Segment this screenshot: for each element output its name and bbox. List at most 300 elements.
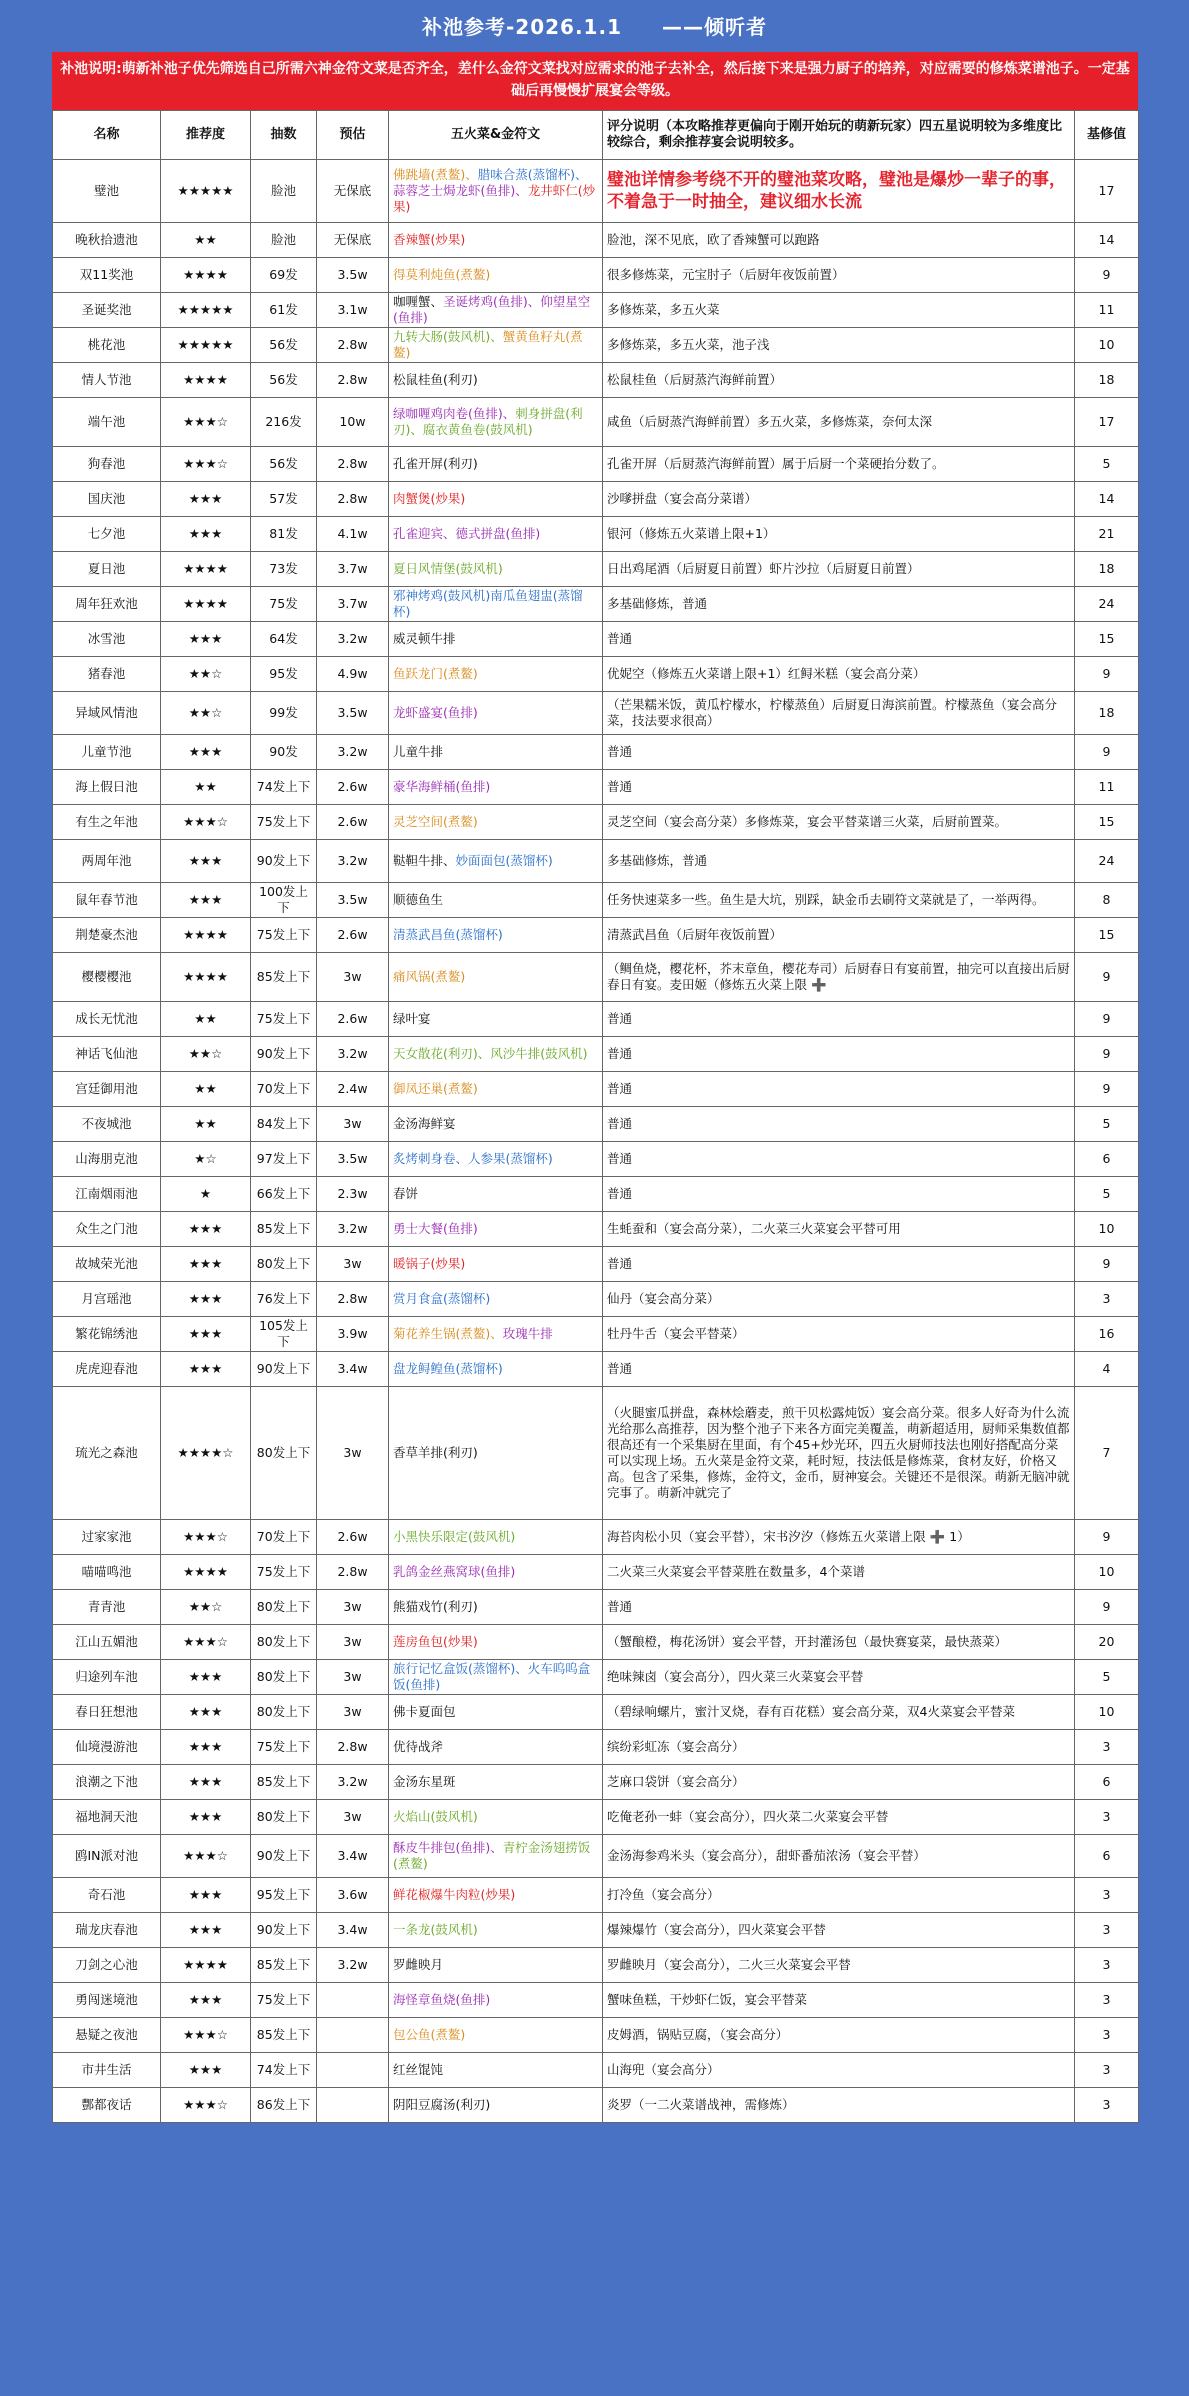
pool-name: 瑞龙庆春池 [53,1913,161,1948]
dish-label: 香草羊排(利刃) [393,1445,478,1460]
pool-name: 喵喵鸣池 [53,1555,161,1590]
dish-label: 得莫利炖鱼(煮鳌) [393,267,491,282]
pool-draws: 81发 [251,517,317,552]
pool-budget [317,2088,389,2123]
pool-base-value: 3 [1075,1800,1139,1835]
pool-dishes [389,1352,603,1387]
pool-name: 异域风情池 [53,692,161,735]
pool-draws: 100发上下 [251,883,317,918]
pool-draws: 75发上下 [251,1983,317,2018]
pool-rating: ★★ [161,1002,251,1037]
table-row [53,293,1139,328]
pool-dishes [389,1695,603,1730]
pool-name: 福地洞天池 [53,1800,161,1835]
page-header [0,0,1189,50]
dish-label: 鞑靼牛排、 [393,853,456,868]
dish-label: 暖锅子(炒果) [393,1256,466,1271]
pool-comment: 沙嗲拼盘（宴会高分菜谱） [603,482,1075,517]
pool-draws: 75发上下 [251,1730,317,1765]
pool-base-value: 9 [1075,1247,1139,1282]
pool-base-value: 10 [1075,1695,1139,1730]
pool-base-value: 10 [1075,328,1139,363]
table-row [53,1177,1139,1212]
pool-dishes [389,160,603,223]
pool-dishes [389,1625,603,1660]
table-row [53,258,1139,293]
pool-rating: ★★★ [161,1247,251,1282]
dish-label: 金汤海鲜宴 [393,1116,456,1131]
table-row [53,1878,1139,1913]
dish-label: 阴阳豆腐汤(利刃) [393,2097,491,2112]
pool-dishes [389,2088,603,2123]
pool-comment: 生蚝蚕和（宴会高分菜），二火菜三火菜宴会平替可用 [603,1212,1075,1247]
dish-label: 咖喱蟹、 [393,294,444,309]
pool-rating: ★★☆ [161,1590,251,1625]
pool-dishes [389,1983,603,2018]
pool-name: 樱樱樱池 [53,953,161,1002]
table-row [53,1625,1139,1660]
dish-label: 青柠金汤翅捞饭(煮鳌) [393,1840,591,1871]
pool-rating: ★★★ [161,1878,251,1913]
pool-base-value: 9 [1075,1002,1139,1037]
pool-base-value: 18 [1075,692,1139,735]
pool-base-value: 10 [1075,1212,1139,1247]
table-row [53,1590,1139,1625]
table-row [53,1247,1139,1282]
pool-rating: ★★★ [161,1913,251,1948]
dish-label: 炙烤刺身卷、人参果(蒸馏杯) [393,1151,553,1166]
pool-base-value: 24 [1075,587,1139,622]
pool-draws: 86发上下 [251,2088,317,2123]
reference-sheet [52,52,1138,2123]
pool-dishes [389,1317,603,1352]
pool-draws: 80发上下 [251,1695,317,1730]
pool-base-value: 5 [1075,1177,1139,1212]
pool-comment: 打冷鱼（宴会高分） [603,1878,1075,1913]
pool-base-value: 18 [1075,552,1139,587]
pool-draws: 90发上下 [251,1037,317,1072]
table-row [53,2053,1139,2088]
dish-label: 优待战斧 [393,1739,444,1754]
table-row [53,692,1139,735]
pool-comment: （碧绿响螺片，蜜汁叉烧，春有百花糕）宴会高分菜，双4火菜宴会平替菜 [603,1695,1075,1730]
pool-base-value: 3 [1075,1282,1139,1317]
pool-dishes [389,918,603,953]
pool-budget: 3.5w [317,692,389,735]
pool-draws: 80发上下 [251,1387,317,1520]
table-row [53,622,1139,657]
pool-name: 酆都夜话 [53,2088,161,2123]
pool-draws: 85发上下 [251,1948,317,1983]
dish-label: 圣诞烤鸡(鱼排)、 [443,294,541,309]
pool-name: 虎虎迎春池 [53,1352,161,1387]
pool-base-value: 3 [1075,1913,1139,1948]
pool-name: 青青池 [53,1590,161,1625]
dish-label: 红丝馄饨 [393,2062,444,2077]
pool-budget: 3.7w [317,587,389,622]
pool-draws: 脸池 [251,223,317,258]
pool-name: 鸥IN派对池 [53,1835,161,1878]
dish-label: 腊味合蒸(蒸馏杯)、 [477,167,588,182]
pool-draws: 75发上下 [251,1002,317,1037]
pool-rating: ★★★ [161,622,251,657]
pool-comment: 优妮空（修炼五火菜谱上限+1）红鲟米糕（宴会高分菜） [603,657,1075,692]
pool-base-value: 7 [1075,1387,1139,1520]
table-row [53,1948,1139,1983]
pool-base-value: 9 [1075,735,1139,770]
pool-dishes [389,622,603,657]
pool-name: 桃花池 [53,328,161,363]
pool-comment: 缤纷彩虹冻（宴会高分） [603,1730,1075,1765]
table-row [53,1695,1139,1730]
pool-rating: ★★☆ [161,1037,251,1072]
dish-label: 香辣蟹(炒果) [393,232,466,247]
pool-rating: ★★☆ [161,657,251,692]
pool-base-value: 15 [1075,805,1139,840]
pool-comment: 多基础修炼，普通 [603,587,1075,622]
pool-name: 归途列车池 [53,1660,161,1695]
pool-name: 刀剑之心池 [53,1948,161,1983]
pool-base-value: 20 [1075,1625,1139,1660]
pool-comment: 吃俺老孙一蚌（宴会高分），四火菜二火菜宴会平替 [603,1800,1075,1835]
pool-budget: 3w [317,1590,389,1625]
pool-draws: 76发上下 [251,1282,317,1317]
pool-rating: ★★★☆ [161,2018,251,2053]
pool-budget: 4.9w [317,657,389,692]
pool-budget: 无保底 [317,160,389,223]
pool-draws: 69发 [251,258,317,293]
pool-rating: ★★★ [161,1282,251,1317]
pool-base-value: 17 [1075,398,1139,447]
table-row [53,1913,1139,1948]
pool-budget: 3.2w [317,1037,389,1072]
pool-rating: ★★★★ [161,587,251,622]
table-header-row [53,111,1139,160]
pool-rating: ★★★☆ [161,1520,251,1555]
pool-draws: 74发上下 [251,770,317,805]
pool-rating: ★★ [161,770,251,805]
pool-rating: ★★★ [161,517,251,552]
pool-base-value: 5 [1075,1107,1139,1142]
pool-budget: 3.1w [317,293,389,328]
dish-label: 孔雀迎宾、德式拼盘(鱼排) [393,526,541,541]
table-row [53,1107,1139,1142]
pool-draws: 216发 [251,398,317,447]
pool-draws: 90发上下 [251,840,317,883]
pool-base-value: 17 [1075,160,1139,223]
dish-label: 腐衣黄鱼卷(鼓风机) [422,422,533,437]
pool-rating: ★★ [161,1107,251,1142]
pool-dishes [389,953,603,1002]
pool-rating: ★★ [161,223,251,258]
pool-dishes [389,2053,603,2088]
pool-comment: 灵芝空间（宴会高分菜）多修炼菜，宴会平替菜谱三火菜，后厨前置菜。 [603,805,1075,840]
table-row [53,2088,1139,2123]
pool-dishes [389,840,603,883]
pool-base-value: 3 [1075,2018,1139,2053]
pool-name: 山海朋克池 [53,1142,161,1177]
pool-budget: 2.3w [317,1177,389,1212]
pool-dishes [389,1072,603,1107]
dish-label: 刺身拼盘(利刃)、 [393,406,583,437]
pool-budget: 2.8w [317,363,389,398]
pool-name: 两周年池 [53,840,161,883]
pool-dishes [389,1037,603,1072]
dish-label: 鲜花椒爆牛肉粒(炒果) [393,1887,516,1902]
pool-budget: 2.8w [317,328,389,363]
pool-draws: 90发上下 [251,1835,317,1878]
table-row [53,805,1139,840]
table-row [53,2018,1139,2053]
pool-comment: 普通 [603,1002,1075,1037]
pool-draws: 95发 [251,657,317,692]
pool-comment: 芝麻口袋饼（宴会高分） [603,1765,1075,1800]
pool-dishes [389,657,603,692]
pool-budget: 3.4w [317,1352,389,1387]
pool-budget: 10w [317,398,389,447]
table-row [53,840,1139,883]
pool-base-value: 3 [1075,1878,1139,1913]
pool-rating: ★★★ [161,840,251,883]
pool-draws: 75发上下 [251,805,317,840]
pool-base-value: 6 [1075,1765,1139,1800]
pool-name: 狗春池 [53,447,161,482]
pool-dishes [389,482,603,517]
pool-base-value: 9 [1075,1590,1139,1625]
pool-rating: ★★★ [161,1983,251,2018]
table-row [53,1555,1139,1590]
dish-label: 熊猫戏竹(利刃) [393,1599,478,1614]
pool-base-value: 9 [1075,1037,1139,1072]
pool-dishes [389,1107,603,1142]
pool-draws: 56发 [251,363,317,398]
pool-draws: 105发上下 [251,1317,317,1352]
table-row [53,1835,1139,1878]
pool-comment: 普通 [603,1037,1075,1072]
dish-label: 豪华海鲜桶(鱼排) [393,779,491,794]
table-body [53,160,1139,2123]
pool-draws: 74发上下 [251,2053,317,2088]
pool-draws: 80发上下 [251,1800,317,1835]
pool-rating: ★★☆ [161,692,251,735]
pool-dishes [389,1212,603,1247]
pool-dishes [389,1730,603,1765]
pool-name: 晚秋拾遗池 [53,223,161,258]
pool-draws: 56发 [251,447,317,482]
pool-rating: ★★★★★ [161,328,251,363]
pool-draws: 99发 [251,692,317,735]
pool-name: 众生之门池 [53,1212,161,1247]
dish-label: 绿叶宴 [393,1011,431,1026]
dish-label: 小黑快乐限定(鼓风机) [393,1529,516,1544]
table-row [53,1212,1139,1247]
dish-label: 酥皮牛排包(鱼排)、 [393,1840,503,1855]
pool-budget: 3.5w [317,883,389,918]
table-row [53,223,1139,258]
pool-budget [317,2053,389,2088]
pool-comment: 牡丹牛舌（宴会平替菜） [603,1317,1075,1352]
pool-rating: ★★★★ [161,363,251,398]
page-author: ——倾听者 [662,14,767,39]
dish-label: 盘龙鲟鳇鱼(蒸馏杯) [393,1361,503,1376]
dish-label: 火焰山(鼓风机) [393,1809,478,1824]
pool-budget: 2.8w [317,1730,389,1765]
dish-label: 金汤东星斑 [393,1774,456,1789]
dish-label: 夏日风情堡(鼓风机) [393,561,503,576]
dish-label: 玫瑰牛排 [502,1326,553,1341]
pool-comment: 普通 [603,1352,1075,1387]
pool-rating: ★★★ [161,2053,251,2088]
pool-comment: 孔雀开屏（后厨蒸汽海鲜前置）属于后厨一个菜硬抬分数了。 [603,447,1075,482]
dish-label: 灵芝空间(煮鳌) [393,814,478,829]
pool-budget: 2.6w [317,918,389,953]
pool-name: 圣诞奖池 [53,293,161,328]
pool-base-value: 5 [1075,447,1139,482]
pool-budget: 2.6w [317,1002,389,1037]
pool-name: 宫廷御用池 [53,1072,161,1107]
pool-name: 七夕池 [53,517,161,552]
pool-dishes [389,1800,603,1835]
header-draws: 抽数 [251,111,317,160]
pool-dishes [389,1387,603,1520]
pool-dishes [389,692,603,735]
pool-draws: 75发上下 [251,1555,317,1590]
table-row [53,1072,1139,1107]
pool-comment: 普通 [603,1142,1075,1177]
pool-budget: 4.1w [317,517,389,552]
pool-draws: 80发上下 [251,1590,317,1625]
pool-dishes [389,1590,603,1625]
pool-comment: 很多修炼菜，元宝肘子（后厨年夜饭前置） [603,258,1075,293]
pool-dishes [389,1660,603,1695]
pool-budget: 2.6w [317,805,389,840]
pool-draws: 85发上下 [251,1765,317,1800]
dish-label: 春饼 [393,1186,419,1201]
pool-name: 冰雪池 [53,622,161,657]
header-budget: 预估 [317,111,389,160]
pool-comment: 普通 [603,770,1075,805]
notice-banner: 补池说明:萌新补池子优先筛选自己所需六神金符文菜是否齐全，差什么金符文菜找对应需求的池子去补全，然后接下来是强力厨子的培养，对应需要的修炼菜谱池子。一定基础后再慢慢扩展宴会等级。 [52,52,1138,110]
dish-label: 清蒸武昌鱼(蒸馏杯) [393,927,503,942]
table-row [53,1037,1139,1072]
pool-budget: 3w [317,1625,389,1660]
pool-draws: 84发上下 [251,1107,317,1142]
pool-comment: 普通 [603,622,1075,657]
pool-dishes [389,398,603,447]
header-name: 名称 [53,111,161,160]
dish-label: 佛卡夏面包 [393,1704,456,1719]
pool-base-value: 10 [1075,1555,1139,1590]
pool-base-value: 5 [1075,1660,1139,1695]
pool-dishes [389,363,603,398]
pool-comment: 海苔肉松小贝（宴会平替），宋书汐汐（修炼五火菜谱上限 ➕ 1） [603,1520,1075,1555]
pool-draws: 85发上下 [251,2018,317,2053]
pool-budget: 2.8w [317,1555,389,1590]
pool-budget: 3w [317,1387,389,1520]
pool-comment: 普通 [603,1590,1075,1625]
table-row [53,363,1139,398]
pool-budget: 3w [317,1660,389,1695]
pool-name: 奇石池 [53,1878,161,1913]
table-row [53,1983,1139,2018]
pool-rating: ★★★ [161,1800,251,1835]
pool-rating: ★★ [161,1072,251,1107]
pool-dishes [389,883,603,918]
pool-base-value: 8 [1075,883,1139,918]
pool-comment: 普通 [603,1072,1075,1107]
pool-rating: ★★★☆ [161,2088,251,2123]
pool-dishes [389,1282,603,1317]
table-row [53,1387,1139,1520]
page-title: 补池参考-2026.1.1 [422,14,622,39]
pool-budget: 3.9w [317,1317,389,1352]
pool-name: 勇闯迷境池 [53,1983,161,2018]
pool-comment: （蟹酿橙，梅花汤饼）宴会平替，开封灌汤包（最快赛宴菜，最快蒸菜） [603,1625,1075,1660]
dish-label: 佛跳墙(煮鳌)、 [393,167,478,182]
pool-dishes [389,1002,603,1037]
pool-rating: ★★★☆ [161,398,251,447]
dish-label: 儿童牛排 [393,744,444,759]
table-row [53,1520,1139,1555]
header-rec: 推荐度 [161,111,251,160]
pool-dishes [389,1765,603,1800]
dish-label: 乳鸽金丝燕窝球(鱼排) [393,1564,516,1579]
pool-dishes [389,1247,603,1282]
pool-base-value: 14 [1075,223,1139,258]
pool-dishes [389,517,603,552]
pool-rating: ★★★ [161,1730,251,1765]
pool-comment: 爆辣爆竹（宴会高分），四火菜宴会平替 [603,1913,1075,1948]
dish-label: 仰望星空(鱼排) [393,294,591,325]
pool-budget: 3.5w [317,1142,389,1177]
pool-comment: 银河（修炼五火菜谱上限+1） [603,517,1075,552]
pool-rating: ★★★★★ [161,160,251,223]
pool-draws: 80发上下 [251,1660,317,1695]
pool-name: 江山五媚池 [53,1625,161,1660]
pool-name: 琉光之森池 [53,1387,161,1520]
pool-rating: ★★★ [161,1352,251,1387]
pool-draws: 64发 [251,622,317,657]
table-row [53,735,1139,770]
pool-name: 璧池 [53,160,161,223]
pool-comment: 金汤海参鸡米头（宴会高分），甜虾番茄浓汤（宴会平替） [603,1835,1075,1878]
pool-budget: 3.5w [317,258,389,293]
pool-base-value: 3 [1075,1948,1139,1983]
pool-draws: 61发 [251,293,317,328]
pool-draws: 75发上下 [251,918,317,953]
pool-name: 国庆池 [53,482,161,517]
pool-draws: 70发上下 [251,1072,317,1107]
pool-base-value: 18 [1075,363,1139,398]
pool-base-value: 21 [1075,517,1139,552]
pool-base-value: 6 [1075,1142,1139,1177]
pool-draws: 85发上下 [251,1212,317,1247]
table-row [53,1730,1139,1765]
pool-rating: ★★★ [161,883,251,918]
pool-name: 神话飞仙池 [53,1037,161,1072]
pool-dishes [389,258,603,293]
dish-label: 孔雀开屏(利刃) [393,456,478,471]
pool-dishes [389,293,603,328]
table-row [53,1317,1139,1352]
dish-label: 松鼠桂鱼(利刃) [393,372,478,387]
table-row [53,398,1139,447]
pool-base-value: 14 [1075,482,1139,517]
pool-base-value: 9 [1075,1072,1139,1107]
dish-label: 鱼跃龙门(煮鳌) [393,666,478,681]
pool-comment: 普通 [603,735,1075,770]
table-row [53,328,1139,363]
